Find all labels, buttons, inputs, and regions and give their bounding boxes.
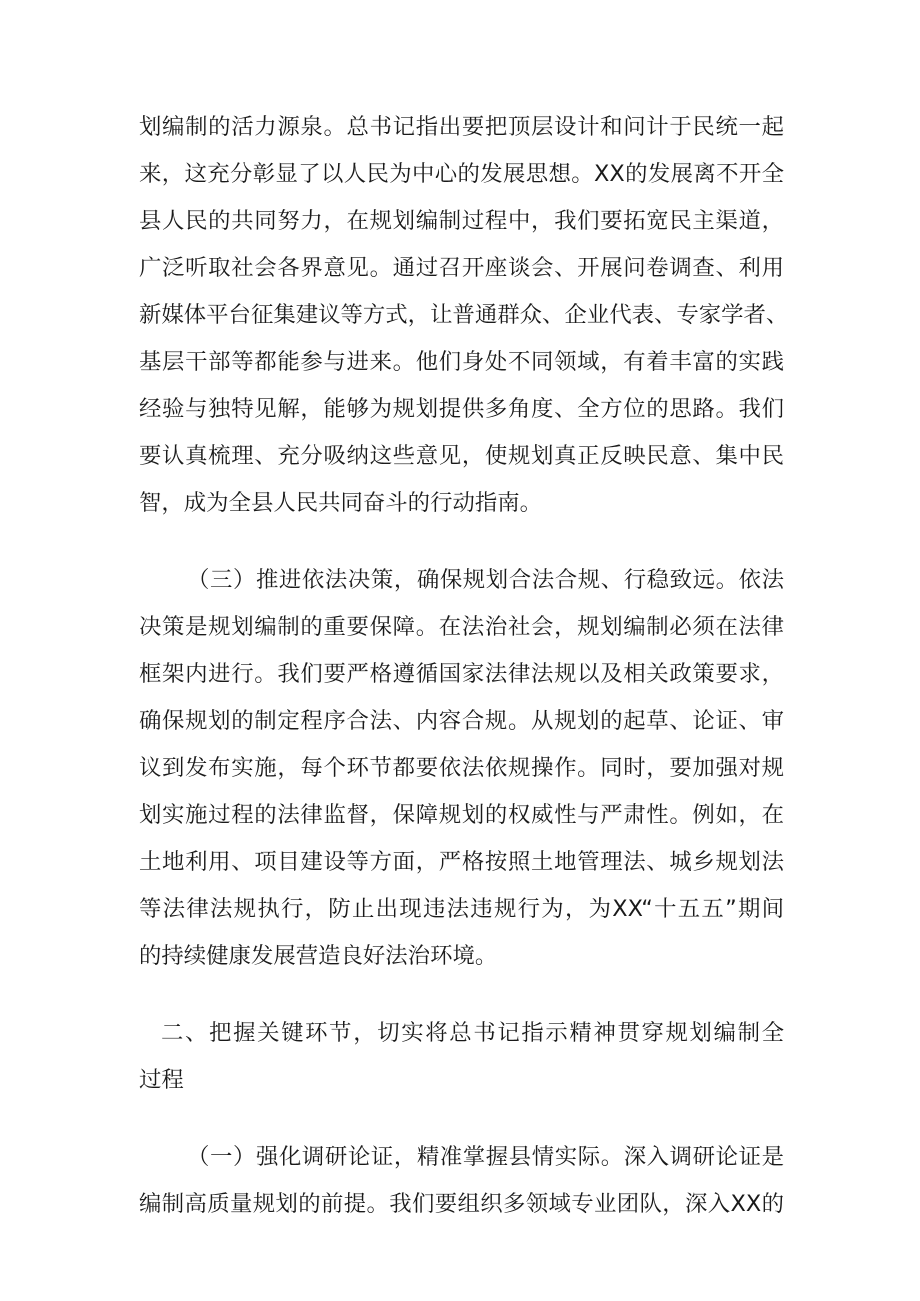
paragraph-1-line-3: 县人民的共同努力，在规划编制过程中，我们要拓宽民主渠道， xyxy=(139,208,784,234)
paragraph-1-line-7: 经验与独特见解，能够为规划提供多角度、全方位的思路。我们 xyxy=(139,396,784,422)
paragraph-1-line-1: 划编制的活力源泉。总书记指出要把顶层设计和问计于民统一起 xyxy=(139,114,784,140)
paragraph-2-line-2: 决策是规划编制的重要保障。在法治社会，规划编制必须在法律 xyxy=(139,614,784,640)
paragraph-2-line-9: 的持续健康发展营造良好法治环境。 xyxy=(139,943,498,969)
paragraph-2-line-7: 土地利用、项目建设等方面，严格按照土地管理法、城乡规划法 xyxy=(139,849,784,875)
paragraph-2-line-8: 等法律法规执行，防止出现违法违规行为，为XX“十五五”期间 xyxy=(139,896,784,922)
paragraph-2-line-6: 划实施过程的法律监督，保障规划的权威性与严肃性。例如，在 xyxy=(139,802,784,828)
paragraph-1-line-6: 基层干部等都能参与进来。他们身处不同领域，有着丰富的实践 xyxy=(139,349,784,375)
paragraph-4-line-2: 编制高质量规划的前提。我们要组织多领域专业团队，深入XX的 xyxy=(139,1191,784,1217)
paragraph-1-line-2: 来，这充分彰显了以人民为中心的发展思想。XX的发展离不开全 xyxy=(139,161,784,187)
paragraph-1-line-4: 广泛听取社会各界意见。通过召开座谈会、开展问卷调查、利用 xyxy=(139,255,784,281)
paragraph-1-line-8: 要认真梳理、充分吸纳这些意见，使规划真正反映民意、集中民 xyxy=(139,443,784,469)
paragraph-2-line-1: （三）推进依法决策，确保规划合法合规、行稳致远。依法 xyxy=(187,567,784,593)
section-heading-line-2: 过程 xyxy=(139,1067,184,1093)
paragraph-2-line-5: 议到发布实施，每个环节都要依法依规操作。同时，要加强对规 xyxy=(139,755,784,781)
paragraph-1-line-5: 新媒体平台征集建议等方式，让普通群众、企业代表、专家学者、 xyxy=(139,302,789,328)
paragraph-2-line-4: 确保规划的制定程序合法、内容合规。从规划的起草、论证、审 xyxy=(139,708,784,734)
paragraph-2-line-3: 框架内进行。我们要严格遵循国家法律法规以及相关政策要求， xyxy=(139,661,784,687)
paragraph-4-line-1: （一）强化调研论证，精准掌握县情实际。深入调研论证是 xyxy=(187,1144,784,1170)
paragraph-1-line-9: 智，成为全县人民共同奋斗的行动指南。 xyxy=(139,490,543,516)
section-heading-line-1: 二、把握关键环节，切实将总书记指示精神贯穿规划编制全 xyxy=(161,1020,784,1046)
